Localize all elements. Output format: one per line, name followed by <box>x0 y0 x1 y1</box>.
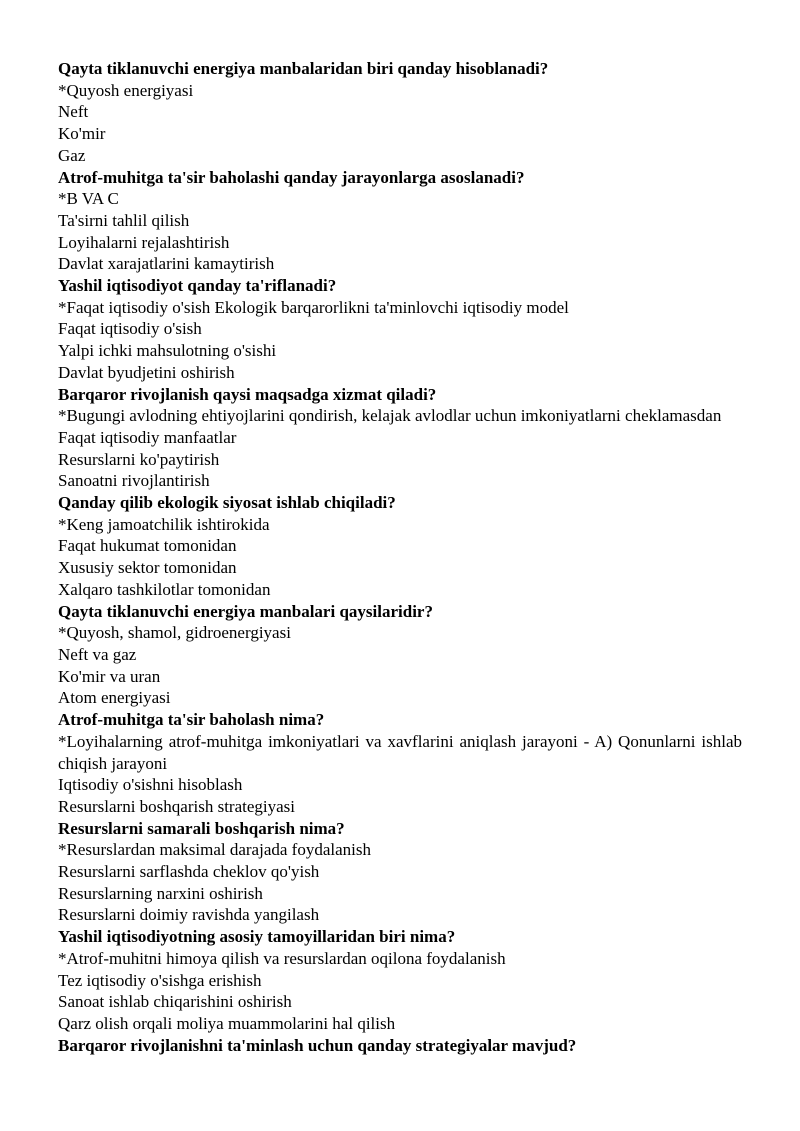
answer-option: Loyihalarni rejalashtirish <box>58 232 230 252</box>
answer-option-correct: *Quyosh energiyasi <box>58 80 194 100</box>
answer-option: Davlat byudjetini oshirish <box>58 362 235 382</box>
question-text: Yashil iqtisodiyotning asosiy tamoyillaridan biri nima? <box>58 927 456 947</box>
answer-option: Resurslarni doimiy ravishda yangilash <box>58 905 320 925</box>
answer-option: Resurslarni sarflashda cheklov qo'yish <box>58 862 320 882</box>
question-text: Atrof-muhitga ta'sir baholash nima? <box>58 710 325 730</box>
answer-option: Sanoat ishlab chiqarishini oshirish <box>58 992 292 1012</box>
answer-option-correct: *Loyihalarning atrof-muhitga imkoniyatlari va xavflarini aniqlash jarayoni - A) Qonunlarni ishlab chiqish jarayoni <box>58 731 742 773</box>
answer-option-correct: *Faqat iqtisodiy o'sish Ekologik barqarorlikni ta'minlovchi iqtisodiy model <box>58 297 569 317</box>
answer-option: Resurslarning narxini oshirish <box>58 883 263 903</box>
answer-option: Faqat iqtisodiy o'sish <box>58 319 202 339</box>
question-text: Yashil iqtisodiyot qanday ta'riflanadi? <box>58 276 337 296</box>
answer-option: Yalpi ichki mahsulotning o'sishi <box>58 341 277 361</box>
answer-option: Atom energiyasi <box>58 688 171 708</box>
answer-option: Faqat iqtisodiy manfaatlar <box>58 427 237 447</box>
answer-option-correct: *Resurslardan maksimal darajada foydalanish <box>58 840 371 860</box>
answer-option-correct: *Keng jamoatchilik ishtirokida <box>58 514 270 534</box>
question-text: Resurslarni samarali boshqarish nima? <box>58 818 345 838</box>
answer-option: Davlat xarajatlarini kamaytirish <box>58 254 275 274</box>
answer-option: Gaz <box>58 145 86 165</box>
answer-option: Ko'mir <box>58 124 106 144</box>
answer-option: Resurslarni ko'paytirish <box>58 449 220 469</box>
answer-option: Iqtisodiy o'sishni hisoblash <box>58 775 243 795</box>
answer-option-correct: *Quyosh, shamol, gidroenergiyasi <box>58 623 291 643</box>
answer-option-correct: *Bugungi avlodning ehtiyojlarini qondirish, kelajak avlodlar uchun imkoniyatlarni cheklamasdan <box>58 406 722 426</box>
question-text: Qayta tiklanuvchi energiya manbalari qaysilaridir? <box>58 601 433 621</box>
answer-option: Ta'sirni tahlil qilish <box>58 210 190 230</box>
answer-option: Tez iqtisodiy o'sishga erishish <box>58 970 262 990</box>
question-text: Qanday qilib ekologik siyosat ishlab chiqiladi? <box>58 493 396 513</box>
document-page <box>58 58 742 1056</box>
question-text: Barqaror rivojlanish qaysi maqsadga xizmat qiladi? <box>58 384 437 404</box>
answer-option: Faqat hukumat tomonidan <box>58 536 237 556</box>
answer-option: Resurslarni boshqarish strategiyasi <box>58 796 296 816</box>
answer-option: Neft <box>58 102 89 122</box>
answer-option: Xalqaro tashkilotlar tomonidan <box>58 579 271 599</box>
answer-option: Xususiy sektor tomonidan <box>58 558 237 578</box>
answer-option: Ko'mir va uran <box>58 666 161 686</box>
answer-option: Neft va gaz <box>58 644 137 664</box>
question-text: Atrof-muhitga ta'sir baholashi qanday jarayonlarga asoslanadi? <box>58 167 525 187</box>
answer-option-correct: *Atrof-muhitni himoya qilish va resurslardan oqilona foydalanish <box>58 948 506 968</box>
answer-option-correct: *B VA C <box>58 189 119 209</box>
answer-option: Qarz olish orqali moliya muammolarini hal qilish <box>58 1013 396 1033</box>
question-text: Barqaror rivojlanishni ta'minlash uchun qanday strategiyalar mavjud? <box>58 1035 577 1055</box>
question-text: Qayta tiklanuvchi energiya manbalaridan biri qanday hisoblanadi? <box>58 59 549 78</box>
answer-option: Sanoatni rivojlantirish <box>58 471 210 491</box>
